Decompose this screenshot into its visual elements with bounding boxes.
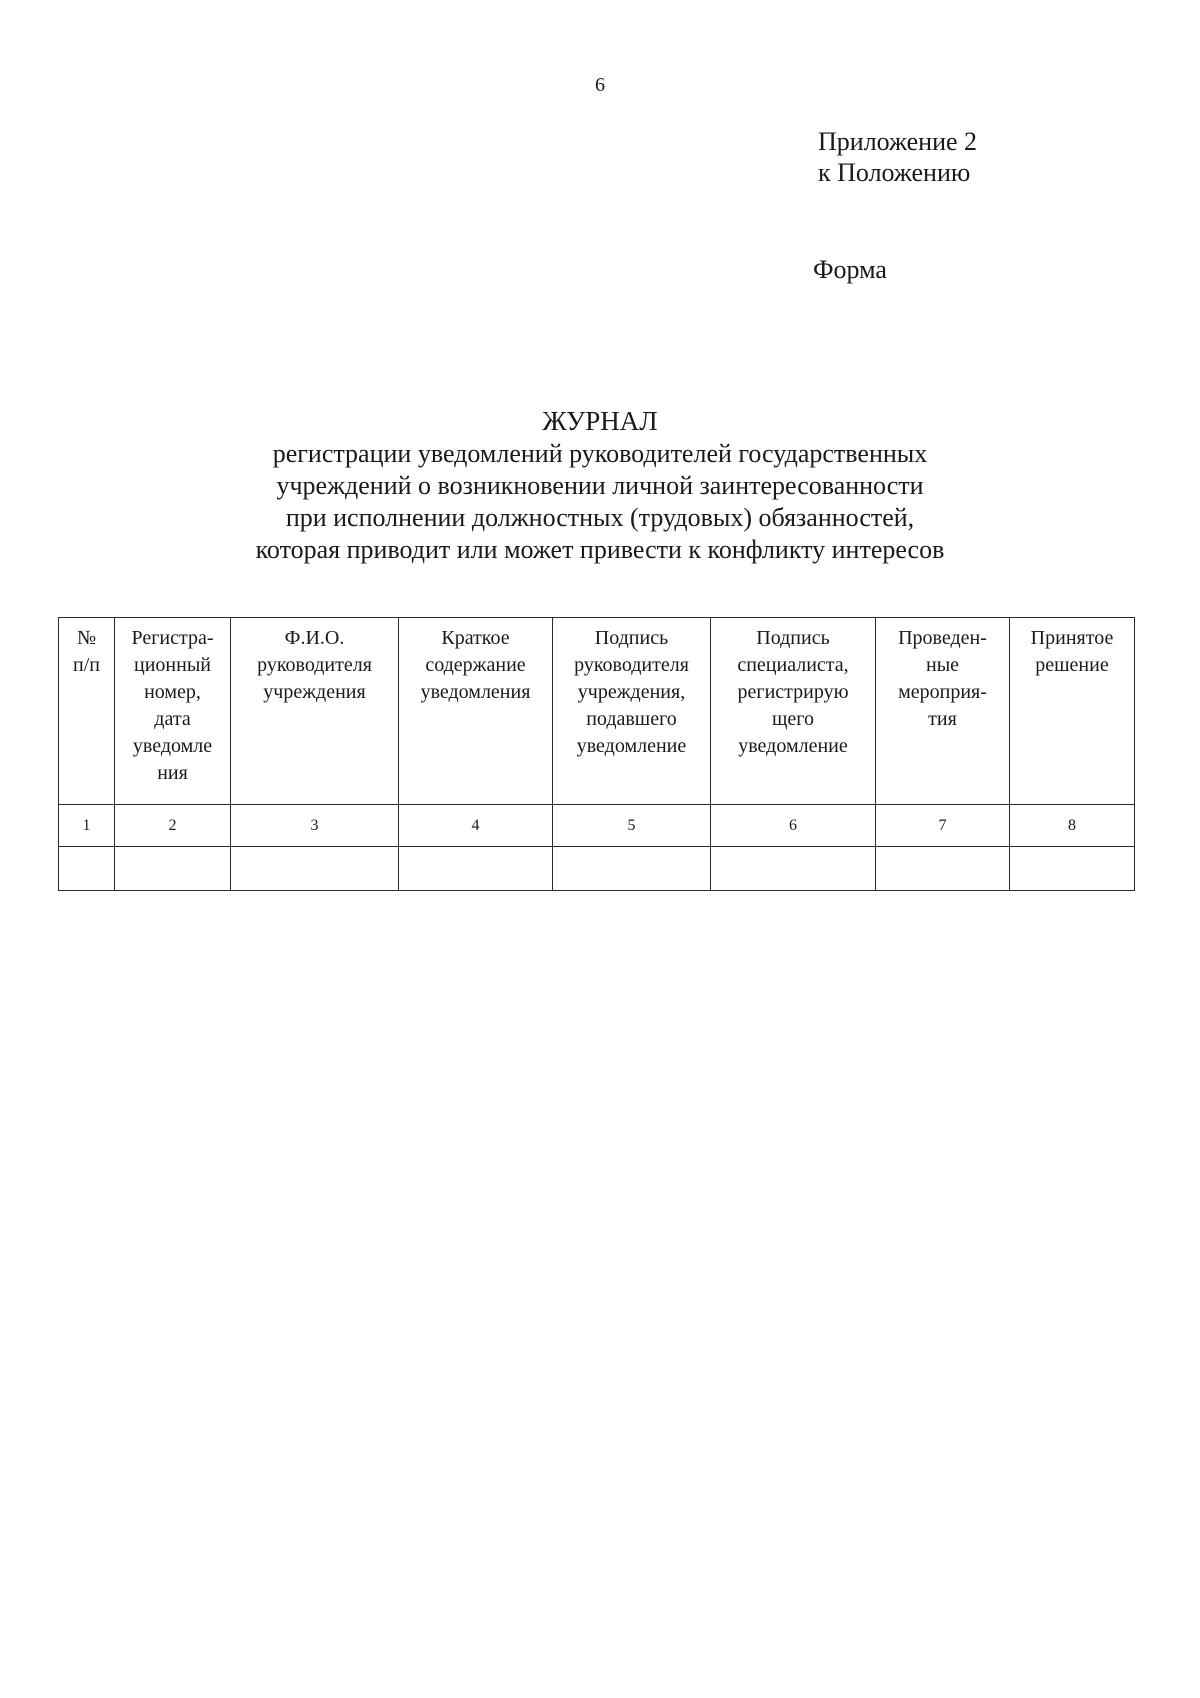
- header-registration: Регистра- ционный номер, дата уведомле ния: [115, 618, 231, 805]
- empty-cell: [876, 847, 1010, 891]
- column-number: 6: [711, 805, 876, 847]
- column-number: 2: [115, 805, 231, 847]
- column-number: 3: [231, 805, 399, 847]
- empty-cell: [553, 847, 711, 891]
- empty-cell: [1010, 847, 1135, 891]
- header-specialist-signature: Подпись специалиста, регистрирую щего уведомление: [711, 618, 876, 805]
- empty-cell: [115, 847, 231, 891]
- page-number: 6: [595, 74, 605, 96]
- form-label: Форма: [813, 255, 887, 284]
- document-title: [0, 404, 1200, 566]
- title-line-3: при исполнении должностных (трудовых) обязанностей,: [285, 503, 915, 532]
- header-number: № п/п: [59, 618, 115, 805]
- column-number: 5: [553, 805, 711, 847]
- title-line-1: регистрации уведомлений руководителей государственных: [272, 439, 928, 468]
- column-number: 1: [59, 805, 115, 847]
- appendix-note: [818, 126, 977, 188]
- empty-cell: [231, 847, 399, 891]
- column-number-row: [59, 805, 1135, 847]
- empty-cell: [711, 847, 876, 891]
- column-number: 7: [876, 805, 1010, 847]
- header-fio: Ф.И.О. руководителя учреждения: [231, 618, 399, 805]
- appendix-line-1: Приложение 2: [818, 127, 978, 156]
- appendix-line-2: к Положению: [818, 158, 971, 187]
- table-header-row: [59, 618, 1135, 805]
- empty-entry-row: [59, 847, 1135, 891]
- title-line-4: которая приводит или может привести к конфликту интересов: [255, 535, 945, 564]
- title-main: ЖУРНАЛ: [542, 406, 658, 436]
- journal-table: [58, 617, 1135, 891]
- column-number: 8: [1010, 805, 1135, 847]
- column-number: 4: [399, 805, 553, 847]
- header-measures: Проведен- ные мероприя- тия: [876, 618, 1010, 805]
- header-manager-signature: Подпись руководителя учреждения, подавшего уведомление: [553, 618, 711, 805]
- empty-cell: [59, 847, 115, 891]
- title-line-2: учреждений о возникновении личной заинтересованности: [276, 471, 924, 500]
- empty-cell: [399, 847, 553, 891]
- header-summary: Краткое содержание уведомления: [399, 618, 553, 805]
- header-decision: Принятое решение: [1010, 618, 1135, 805]
